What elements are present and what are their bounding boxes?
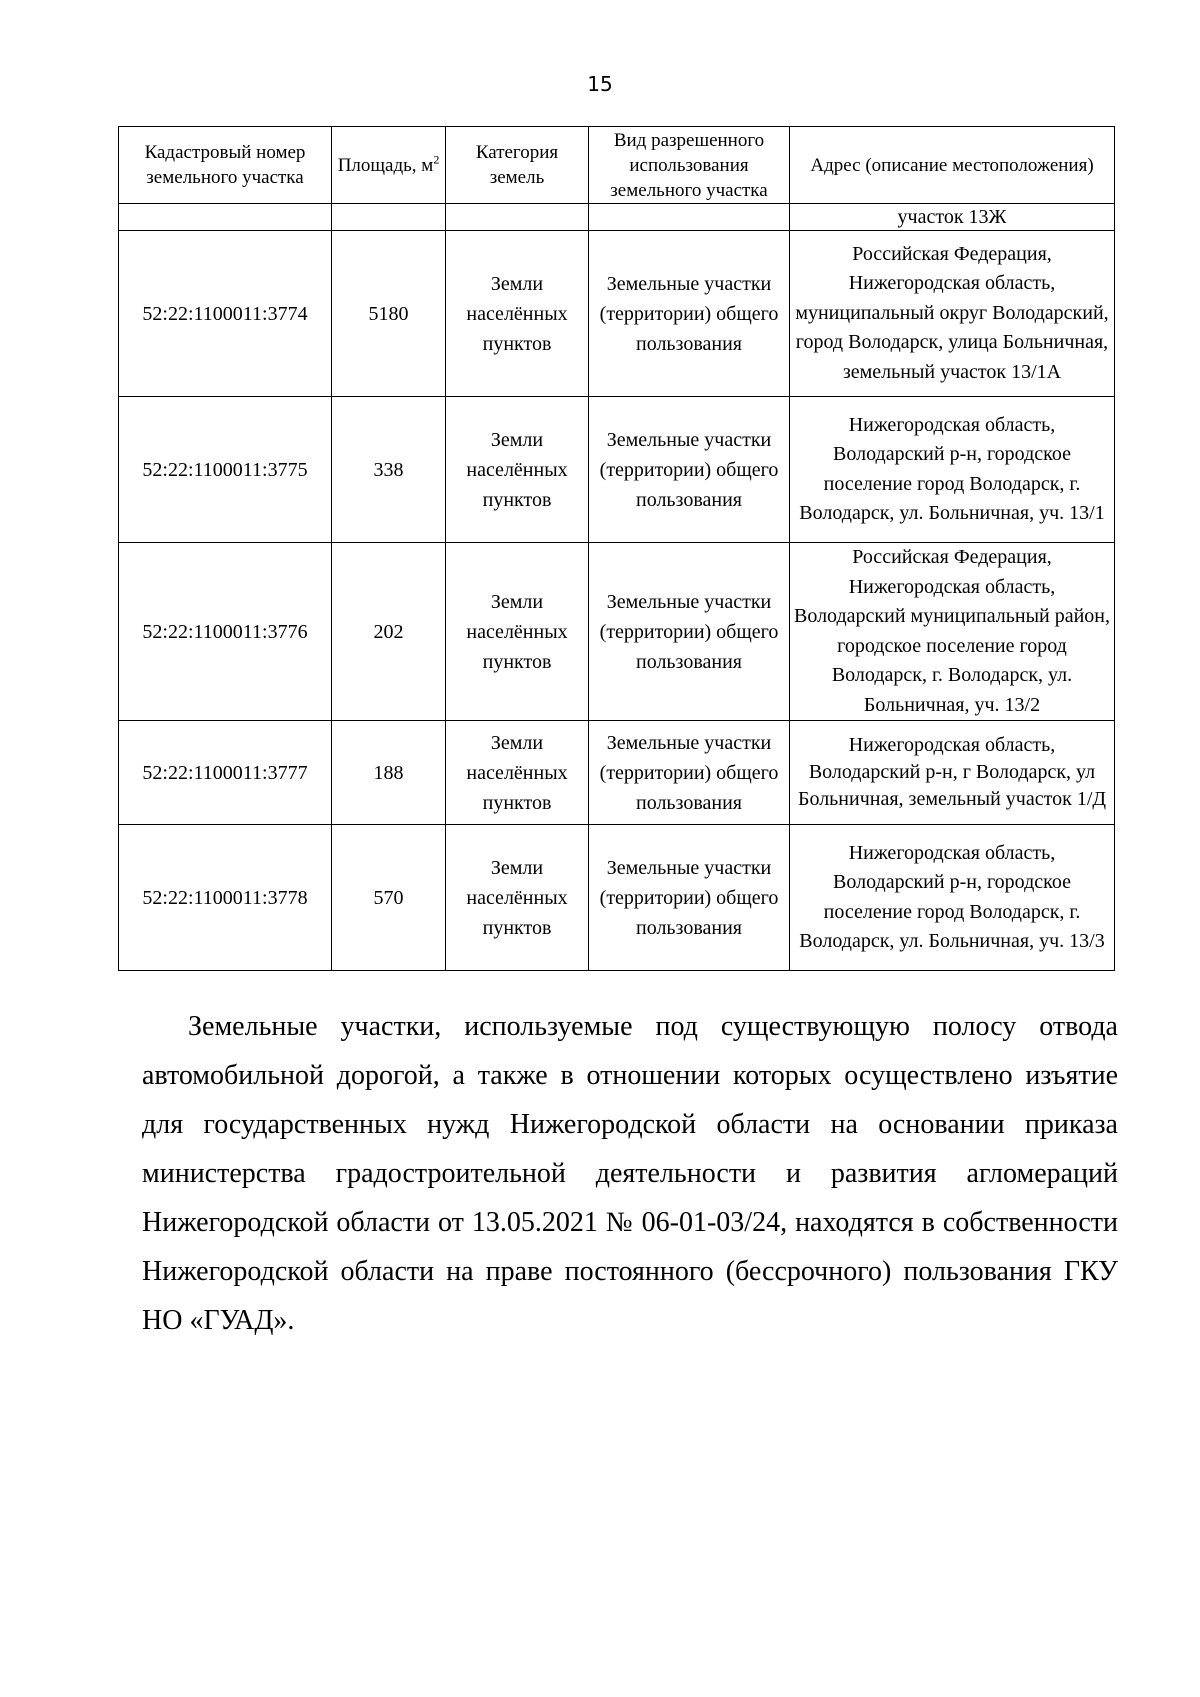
cadastral-table [118,126,1115,971]
table-header-row [119,127,1115,204]
table-cell [332,204,446,231]
table-cell [446,204,589,231]
cell-address: Нижегородская область, Володарский р-н, г Володарск, ул Больничная, земельный участок 1/Д [790,721,1115,825]
cell-area: 5180 [332,231,446,397]
cell-usage: Земельные участки (территории) общего пользования [589,825,790,971]
cell-cadastral: 52:22:1100011:3777 [119,721,332,825]
header-area [332,127,446,204]
table-row [119,397,1115,543]
header-area-label: Площадь, м [337,154,434,176]
cell-area: 338 [332,397,446,543]
table-cell [589,204,790,231]
table-cell [119,204,332,231]
cell-usage: Земельные участки (территории) общего пользования [589,231,790,397]
body-paragraph: Земельные участки, используемые под существующую полосу отвода автомобильной дорогой, а также в отношении которых осуществлено изъятие для государственных нужд Нижегородской области на основании приказа министерства градостроительной деятельности и развития агломераций Нижегородской области от 13.05.2021 № 06-01-03/24, находятся в собственности Нижегородской области на праве постоянного (бессрочного) пользования ГКУ НО «ГУАД». [142,1011,1118,1336]
cell-usage: Земельные участки (территории) общего пользования [589,543,790,721]
header-category: Категория земель [446,127,589,204]
cell-category: Земли населённых пунктов [446,543,589,721]
cell-category: Земли населённых пунктов [446,397,589,543]
cell-address: Российская Федерация, Нижегородская область, муниципальный округ Володарский, город Володарск, улица Больничная, земельный участок 13/1А [790,231,1115,397]
table-row [119,231,1115,397]
header-address: Адрес (описание местоположения) [790,127,1115,204]
cell-area: 570 [332,825,446,971]
cell-category: Земли населённых пунктов [446,721,589,825]
header-cadastral: Кадастровый номер земельного участка [119,127,332,204]
table-row [119,825,1115,971]
cell-usage: Земельные участки (территории) общего пользования [589,397,790,543]
cell-cadastral: 52:22:1100011:3774 [119,231,332,397]
cell-area: 202 [332,543,446,721]
table-row [119,543,1115,721]
header-area-superscript: 2 [433,152,440,167]
cell-address: Нижегородская область, Володарский р-н, городское поселение город Володарск, г. Володарск, ул. Больничная, уч. 13/1 [790,397,1115,543]
continuation-address: участок 13Ж [790,204,1115,231]
cell-category: Земли населённых пунктов [446,231,589,397]
continuation-row [119,204,1115,231]
cell-area: 188 [332,721,446,825]
page-number: 15 [587,72,613,96]
cell-cadastral: 52:22:1100011:3778 [119,825,332,971]
cell-category: Земли населённых пунктов [446,825,589,971]
cell-cadastral: 52:22:1100011:3775 [119,397,332,543]
cell-address: Нижегородская область, Володарский р-н, городское поселение город Володарск, г. Володарск, ул. Больничная, уч. 13/3 [790,825,1115,971]
cell-address: Российская Федерация, Нижегородская область, Володарский муниципальный район, городское поселение город Володарск, г. Володарск, ул. Больничная, уч. 13/2 [790,543,1115,721]
table-row [119,721,1115,825]
header-usage: Вид разрешенного использования земельного участка [589,127,790,204]
cell-cadastral: 52:22:1100011:3776 [119,543,332,721]
cell-usage: Земельные участки (территории) общего пользования [589,721,790,825]
